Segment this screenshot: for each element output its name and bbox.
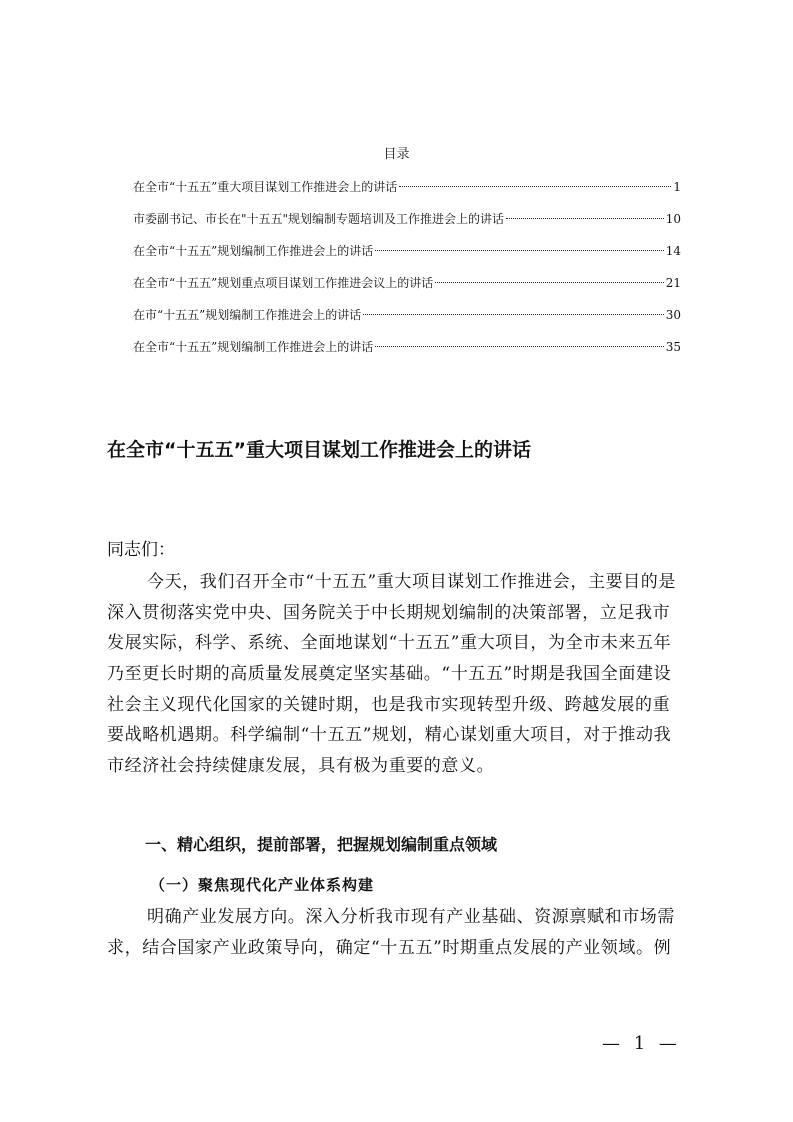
page-number: — 1 — (602, 1033, 681, 1054)
paragraph-line: 乃至更长时期的高质量发展奠定坚实基础。“十五五”时期是我国全面建设 (107, 664, 672, 685)
toc-entry-text: 在全市“十五五”规划重点项目谋划工作推进会议上的讲话 (133, 276, 434, 290)
paragraph-line: 明确产业发展方向。深入分析我市现有产业基础、资源禀赋和市场需 (147, 907, 675, 927)
toc-leader-dots (506, 218, 664, 219)
toc-leader-dots (363, 314, 663, 315)
body-paragraph (107, 567, 685, 782)
paragraph-line: 发展实际，科学、系统、全面地谋划“十五五”重大项目，为全市未来五年 (107, 633, 672, 654)
toc-entry-text: 在全市“十五五”规划编制工作推进会上的讲话 (133, 340, 374, 354)
toc-entry-page: 14 (665, 244, 681, 258)
toc-leader-dots (435, 282, 663, 283)
toc-entry[interactable] (133, 306, 681, 338)
body-paragraph (107, 902, 685, 963)
toc-title: 目录 (383, 147, 410, 162)
toc-leader-dots (399, 186, 671, 187)
paragraph-line: 深入贯彻落实党中央、国务院关于中长期规划编制的决策部署，立足我市 (107, 602, 671, 623)
toc-entry-text: 在市“十五五”规划编制工作推进会上的讲话 (133, 308, 362, 322)
toc-leader-dots (375, 346, 663, 347)
toc-leader-dots (375, 250, 663, 251)
toc-entry-page: 35 (665, 340, 681, 354)
toc-entry[interactable] (133, 210, 681, 242)
toc-entry-text: 市委副书记、市长在"十五五"规划编制专题培训及工作推进会上的讲话 (133, 212, 505, 226)
toc-entry-text: 在全市“十五五”规划编制工作推进会上的讲话 (133, 244, 374, 258)
toc-entry[interactable] (133, 338, 681, 370)
section-heading: 一、精心组织，提前部署，把握规划编制重点领域 (145, 835, 498, 854)
toc-entry-page: 10 (665, 212, 681, 226)
paragraph-line: 今天，我们召开全市“十五五”重大项目谋划工作推进会，主要目的是 (147, 572, 676, 592)
paragraph-line: 市经济社会持续健康发展，具有极为重要的意义。 (107, 756, 495, 777)
salutation: 同志们： (107, 540, 175, 560)
paragraph-line: 求，结合国家产业政策导向，确定“十五五”时期重点发展的产业领域。例 (107, 937, 672, 958)
toc-entry-page: 21 (665, 276, 681, 290)
toc-entry[interactable] (133, 178, 681, 210)
document-title: 在全市“十五五”重大项目谋划工作推进会上的讲话 (107, 439, 531, 461)
table-of-contents (133, 178, 681, 370)
toc-entry[interactable] (133, 242, 681, 274)
toc-entry-page: 30 (665, 308, 681, 322)
subsection-heading: （一）聚焦现代化产业体系构建 (150, 876, 375, 894)
paragraph-line: 要战略机遇期。科学编制“十五五”规划，精心谋划重大项目，对于推动我 (107, 725, 672, 746)
toc-entry-page: 1 (673, 180, 681, 194)
toc-entry-text: 在全市“十五五”重大项目谋划工作推进会上的讲话 (133, 180, 398, 194)
paragraph-line: 社会主义现代化国家的关键时期，也是我市实现转型升级、跨越发展的重 (107, 694, 671, 715)
toc-entry[interactable] (133, 274, 681, 306)
